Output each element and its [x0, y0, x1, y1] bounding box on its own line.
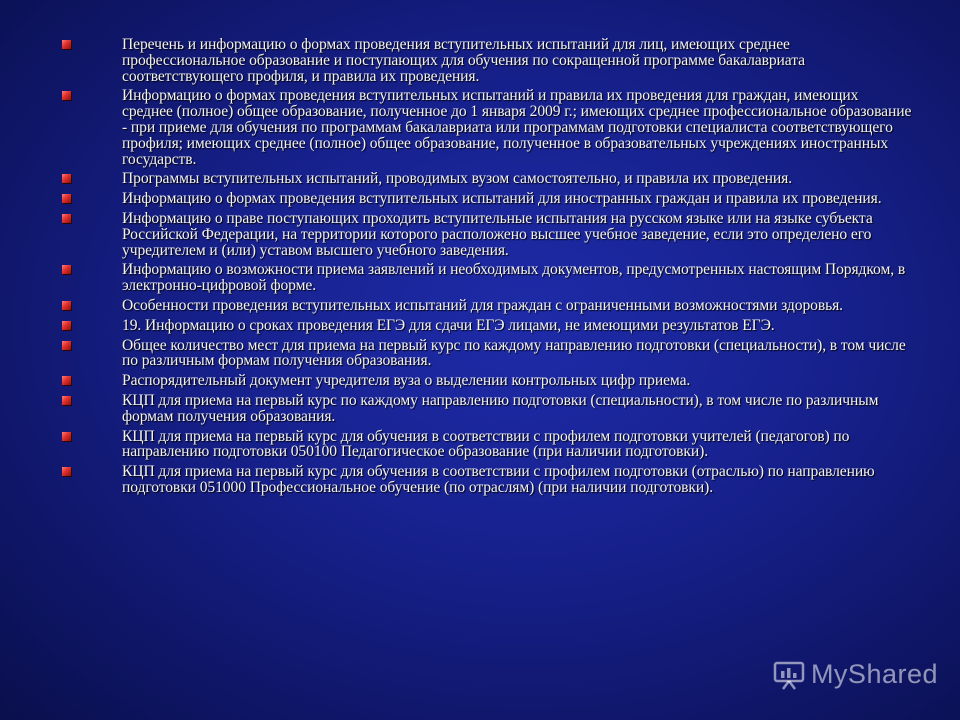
list-item-text: Информацию о праве поступающих проходить вступительные испытания на русском языке или на языке субъекта Российской Федерации, на территории которого расположено высшее учебное заведение, если это определено его учредителем и (или) уставом высшего учебного заведения. — [122, 209, 873, 259]
bullet-square-icon — [62, 321, 71, 330]
list-item-text: Информацию о формах проведения вступительных испытаний для иностранных граждан и правила их проведения. — [122, 190, 882, 208]
bullet-square-icon — [62, 467, 71, 476]
list-item-text: Перечень и информацию о формах проведения вступительных испытаний для лиц, имеющих среднее профессиональное образование и поступающих для обучения по сокращенной программе бакалавриата соответствующего профиля, и правила их проведения. — [122, 36, 805, 85]
bullet-square-icon — [62, 40, 71, 49]
list-item — [62, 211, 912, 258]
list-item-text: Информацию о возможности приема заявлений и необходимых документов, предусмотренных настоящим Порядком, в электронно-цифровой форме. — [122, 261, 906, 295]
list-item — [62, 318, 912, 334]
list-item — [62, 88, 912, 167]
bullet-square-icon — [62, 91, 71, 100]
bullet-square-icon — [62, 396, 71, 405]
bullet-square-icon — [62, 376, 71, 385]
bullet-square-icon — [62, 301, 71, 310]
list-item — [62, 429, 912, 461]
bullet-square-icon — [62, 341, 71, 350]
list-item-text: Информацию о формах проведения вступительных испытаний и правила их проведения для граждан, имеющих среднее (полное) общее образование, полученное до 1 января 2009 г.; имеющих среднее профессиональное образование - при приеме для обучения по программам бакалавриата или программам подготовки специалиста соответствующего профиля; имеющих среднее (полное) общее образование, полученное в образовательных учреждениях иностранных государств. — [122, 87, 912, 168]
bullet-square-icon — [62, 432, 71, 441]
watermark — [773, 659, 938, 690]
list-item-text: КЦП для приема на первый курс для обучения в соответствии с профилем подготовки (отраслью) по направлению подготовки 051000 Профессиональное обучение (по отраслям) (при наличии подготовки). — [122, 463, 875, 496]
list-item-text: Программы вступительных испытаний, проводимых вузом самостоятельно, и правила их проведения. — [122, 170, 793, 188]
watermark-text: MyShared — [810, 659, 938, 689]
list-item — [62, 191, 912, 207]
presentation-board-icon — [773, 660, 805, 690]
list-item — [62, 464, 912, 496]
bullet-square-icon — [62, 194, 71, 203]
list-item-text: Особенности проведения вступительных испытаний для граждан с ограниченными возможностями здоровья. — [122, 296, 843, 314]
bullet-list — [62, 37, 912, 500]
list-item — [62, 338, 912, 370]
list-item — [62, 171, 912, 187]
list-item — [62, 37, 912, 84]
list-item-text: КЦП для приема на первый курс по каждому направлению подготовки (специальности), в том числе по различным формам получения образования. — [122, 391, 879, 425]
list-item-text: 19. Информацию о сроках проведения ЕГЭ для сдачи ЕГЭ лицами, не имеющими результатов ЕГЭ. — [122, 316, 775, 334]
list-item — [62, 373, 912, 389]
bullet-square-icon — [62, 174, 71, 183]
list-item-text: КЦП для приема на первый курс для обучения в соответствии с профилем подготовки учителей (педагогов) по направлению подготовки 050100 Педагогическое образование (при наличии подготовки). — [122, 427, 850, 461]
list-item — [62, 298, 912, 314]
list-item-text: Распорядительный документ учредителя вуза о выделении контрольных цифр приема. — [122, 372, 691, 390]
list-item — [62, 262, 912, 294]
list-item — [62, 393, 912, 425]
bullet-square-icon — [62, 265, 71, 274]
list-item-text: Общее количество мест для приема на первый курс по каждому направлению подготовки (специальности), в том числе по различным формам получения образования. — [122, 336, 906, 370]
bullet-square-icon — [62, 214, 71, 223]
